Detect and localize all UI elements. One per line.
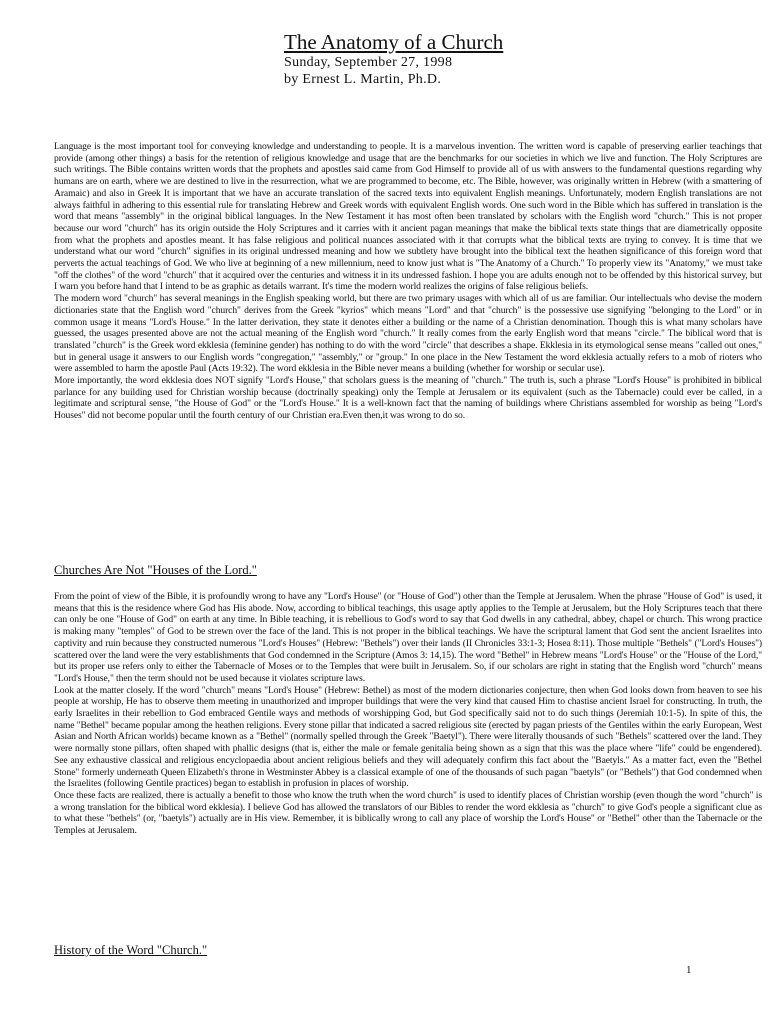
document-title: The Anatomy of a Church xyxy=(284,30,504,54)
section-heading-churches: Churches Are Not "Houses of the Lord." xyxy=(54,563,257,577)
section-intro xyxy=(54,141,762,422)
paragraph: More importantly, the word ekklesia does NOT signify "Lord's House," that scholars guess is the meaning of "church." The truth is, such a phrase "Lord's House" is prohibited in biblical parlance for any building used for Christian worship because (doctrinally speaking) only the Temple at Jerusalem or its equivalent (such as the Tabernacle) could ever be called, in a legitimate and scriptural sense, "the House of God" or the "Lord's House." It is a well-known fact that the naming of buildings where Christians assembled for worship as being "Lord's Houses" did not become popular until the fourth century of our Christian era.Even then,it was wrong to do so. xyxy=(54,375,762,422)
paragraph: Once these facts are realized, there is actually a benefit to those who know the truth when the word church" is used to identify places of Christian worship (even though the word "church" is a wrong translation for the biblical word ekklesia). I believe God has allowed the translators of our Bibles to render the word ekklesia as "church" to give God's people a significant clue as to what these "bethels" (or, "baetyls") actually are in His view. Remember, it is biblically wrong to call any place of worship the Lord's House" or "Bethel" other than the Tabernacle or the Temples at Jerusalem. xyxy=(54,789,762,837)
paragraph: From the point of view of the Bible, it is profoundly wrong to have any "Lord's House" (or "House of God") other than the Temple at Jerusalem. When the phrase "House of God" is used, it means that this is the residence where God has His abode. Now, according to biblical teachings, this usage aptly applies to the Temple at Jerusalem, but the Holy Scriptures teach that there can only be one "House of God" on earth at any time. In Bible teaching, it is rebellious to God's word to say that God dwells in any cathedral, abbey, chapel or church. This wrong practice is making many "temples" of God to be strewn over the face of the land. This is not proper in the biblical teachings. We have the scriptural lament that God sent the ancient Israelites into captivity and ruin because they constructed numerous "Lord's Houses" (Hebrew: "Bethels") over their lands (II Chronicles 33:1-3; Hosea 8:11). Those multiple "Bethels" ("Lord's Houses") scattered over the land were the very establishments that God condemned in the Scripture (Amos 3: 14,15). The word "Bethel" in Hebrew means "Lord's House" or the "House of the Lord," but its proper use refers only to either the Tabernacle of Moses or to the Temples that were built in Jerusalem. So, if our scholars are right in stating that the English word "church" means "Lord's House," then the term should not be used because it violates scripture laws. xyxy=(54,591,762,684)
document-date: Sunday, September 27, 1998 xyxy=(284,55,453,70)
section-heading-history: History of the Word "Church." xyxy=(54,943,208,957)
document-author: by Ernest L. Martin, Ph.D. xyxy=(284,72,442,87)
paragraph: Language is the most important tool for conveying knowledge and understanding to people. It is a marvelous invention. The written word is capable of preserving earlier teachings that provide (among other things) a basis for the retention of religious knowledge and usage that are the benchmarks for our societies in which we live and function. The Holy Scriptures are such writings. The Bible contains written words that the prophets and apostles said came from God Himself to provide all of us with answers to the fundamental questions regarding why humans are on earth, where we are destined to live in the resurrection, what we are programmed to become, etc. The Bible, however, was originally written in Hebrew (with a smattering of Aramaic) and also in Greek It is important that we have an accurate translation of the sacred texts into equivalent English meanings. Unfortunately, modern English translations are not always faithful in adhering to this essential rule for translating Hebrew and Greek words with equivalent English words. One such word in the Bible which has suffered in translation is the word that means "assembly" in the original biblical languages. In the New Testament it has most often been translated by scholars with the English word "church." This is not proper because our word "church" has its origin outside the Holy Scriptures and it carries with it ancient pagan meanings that make the biblical texts state things that are diametrically opposite from what the prophets and apostles meant. It has false religious and political nuances associated with it that corrupts what the biblical texts are trying to convey. It is time that we understand what our word "church" signifies in its original undressed meaning and how we subtlety have brought into the biblical text the heathen significance of this foreign word that perverts the actual teachings of God. We who live at beginning of a new millennium, need to know just what is "The Anatomy of a Church." To properly view its "Anatomy," we must take "off the clothes" of the word "church" that it acquired over the centuries and witness it in its undressed fashion. I hope you are adults enough not to be offended by this historical survey, but I warn you before hand that I intend to be as graphic as details warrant. It's time the modern world realizes the origins of false religious beliefs. xyxy=(54,141,762,293)
paragraph: The modern word "church" has several meanings in the English speaking world, but there are two primary usages with which all of us are familiar. Our intellectuals who devise the modern dictionaries state that the English word "church" derives from the Greek "kyrios" which means "Lord" and that "church" is the possessive use signifying "belonging to the Lord" or in common usage it means "Lord's House." In the latter derivation, they state it denotes either a building or the name of a Christian denomination. Though this is what many scholars have guessed, the usages presented above are not the actual meaning of the English word "church." It really comes from the early English word that means "circle." The biblical word that is translated "church" is the Greek word ekklesia (feminine gender) has nothing to do with the word "circle" that describes a shape. Ekklesia in its etymological sense means "called out ones," but in general usage it answers to our English words "congregation," "assembly," or "group." In one place in the New Testament the word ekklesia actually refers to a mob of rioters who were assembled to harm the apostle Paul (Acts 19:32). The word ekklesia in the Bible never means a building (whether for worship or secular use). xyxy=(54,293,762,375)
document-header xyxy=(284,30,584,88)
section-churches xyxy=(54,591,762,837)
paragraph: Look at the matter closely. If the word "church" means "Lord's House" (Hebrew: Bethel) as most of the modern dictionaries conjecture, then when God looks down from heaven to see his people at worship, He has to observe them meeting in unauthorized and improper buildings that were the very kind that caused Him to chastise ancient Israel for constructing. In truth, the early Israelites in their rebellion to God embraced Gentile ways and methods of worshipping God, but God specifically said not to do such things (Jeremiah 10:1-5). In spite of this, the name "Bethel" became popular among the heathen religions. Every stone pillar that indicated a sacred religious site (erected by pagan priests of the Gentiles within the early European, West Asian and North African worlds) became known as a "Bethel" (normally spelled through the Greek "Baetyl"). There were literally thousands of such "Bethels" scattered over the land. They were normally stone pillars, often shaped with phallic designs (that is, either the male or female genitalia being shown as a sign that this was the place where "life" could be engendered). See any exhaustive classical and religious encyclopaedia about ancient religious beliefs and they will adequately confirm this fact about the "Baetyls." As a matter fact, even the "Bethel Stone" formerly underneath Queen Elizabeth's throne in Westminster Abbey is a classical example of one of the thousands of such pagan "baetyls" (or "Bethels") that God condemned when the Israelites (following Gentile practices) began to establish in profusion in places of worship. xyxy=(54,684,762,790)
page-number: 1 xyxy=(686,964,692,976)
